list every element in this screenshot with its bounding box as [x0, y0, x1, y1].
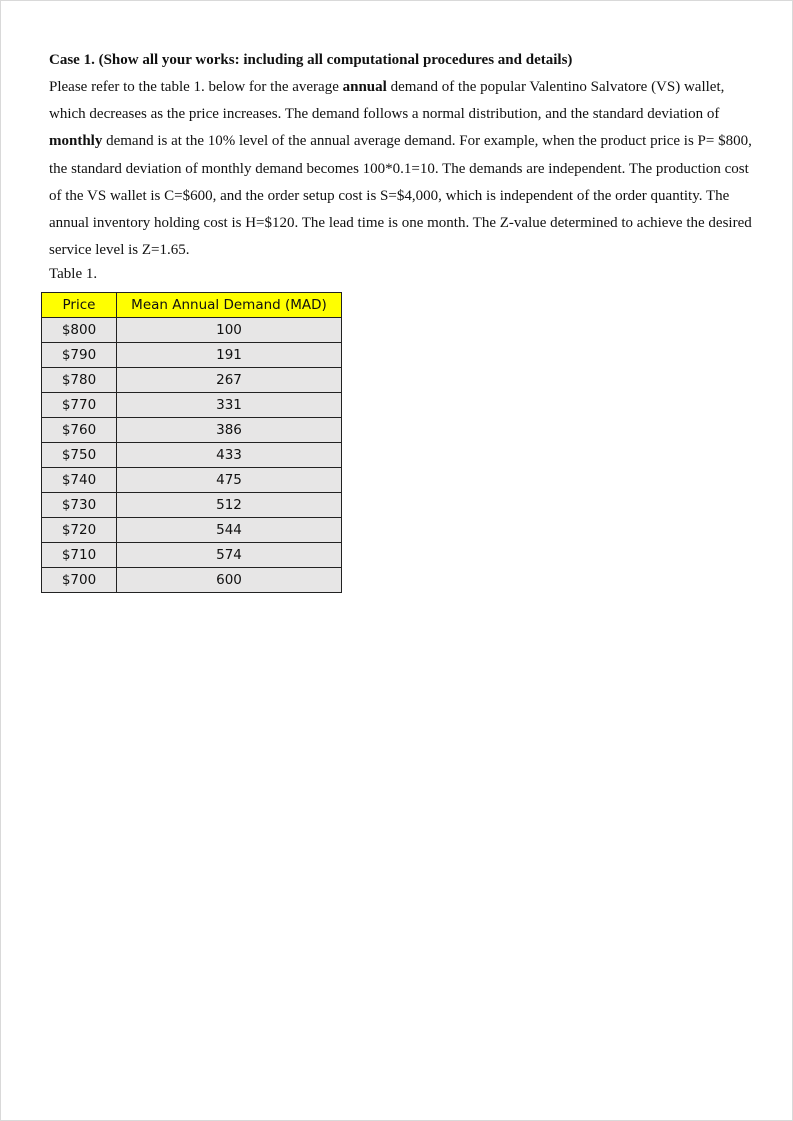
- price-cell: $730: [42, 493, 117, 518]
- paragraph-bold-monthly: monthly: [49, 133, 103, 150]
- table-row: [42, 318, 342, 343]
- case-label: Case 1.: [49, 52, 95, 68]
- demand-cell: 544: [117, 518, 342, 543]
- table-row: [42, 568, 342, 593]
- demand-cell: 512: [117, 493, 342, 518]
- demand-cell: 475: [117, 468, 342, 493]
- price-cell: $800: [42, 318, 117, 343]
- header-price: Price: [42, 293, 117, 318]
- case-instruction: (Show all your works: including all computational procedures and details): [98, 52, 573, 68]
- table-row: [42, 493, 342, 518]
- paragraph-text-1: Please refer to the table 1. below for the average: [49, 79, 343, 95]
- demand-cell: 100: [117, 318, 342, 343]
- table-row: [42, 343, 342, 368]
- demand-cell: 574: [117, 543, 342, 568]
- table-row: [42, 443, 342, 468]
- price-cell: $780: [42, 368, 117, 393]
- price-cell: $790: [42, 343, 117, 368]
- table-row: [42, 468, 342, 493]
- price-cell: $710: [42, 543, 117, 568]
- table-row: [42, 518, 342, 543]
- price-demand-table: [41, 292, 342, 593]
- problem-description: [49, 74, 759, 264]
- table-row: [42, 368, 342, 393]
- price-cell: $740: [42, 468, 117, 493]
- demand-cell: 191: [117, 343, 342, 368]
- table-row: [42, 393, 342, 418]
- price-cell: $700: [42, 568, 117, 593]
- demand-cell: 267: [117, 368, 342, 393]
- paragraph-bold-annual: annual: [342, 79, 387, 95]
- demand-cell: 600: [117, 568, 342, 593]
- paragraph-text-3: demand is at the 10% level of the annual average demand. For example, when the product price is P= $800, the standard deviation of monthly demand becomes 100*0.1=10. The demands are independent. The production cost of the VS wallet is C=$600, and the order setup cost is S=$4,000, which is independent of the order quantity. The annual inventory holding cost is H=$120. The lead time is one month. The Z-value determined to achieve the desired service level is Z=1.65.: [49, 133, 752, 259]
- price-cell: $720: [42, 518, 117, 543]
- demand-cell: 433: [117, 443, 342, 468]
- demand-cell: 386: [117, 418, 342, 443]
- paragraph-text-2: demand of the popular Valentino Salvatore (VS) wallet, which decreases as the price increases. The demand follows a normal distribution, and the standard deviation of: [49, 79, 725, 123]
- price-cell: $760: [42, 418, 117, 443]
- demand-cell: 331: [117, 393, 342, 418]
- table-header-row: [42, 293, 342, 318]
- case-content: [49, 47, 759, 283]
- price-cell: $770: [42, 393, 117, 418]
- header-mean-annual-demand: Mean Annual Demand (MAD): [117, 293, 342, 318]
- table-row: [42, 418, 342, 443]
- table-caption: Table 1.: [49, 266, 98, 283]
- case-heading: [49, 47, 759, 74]
- table-row: [42, 543, 342, 568]
- price-cell: $750: [42, 443, 117, 468]
